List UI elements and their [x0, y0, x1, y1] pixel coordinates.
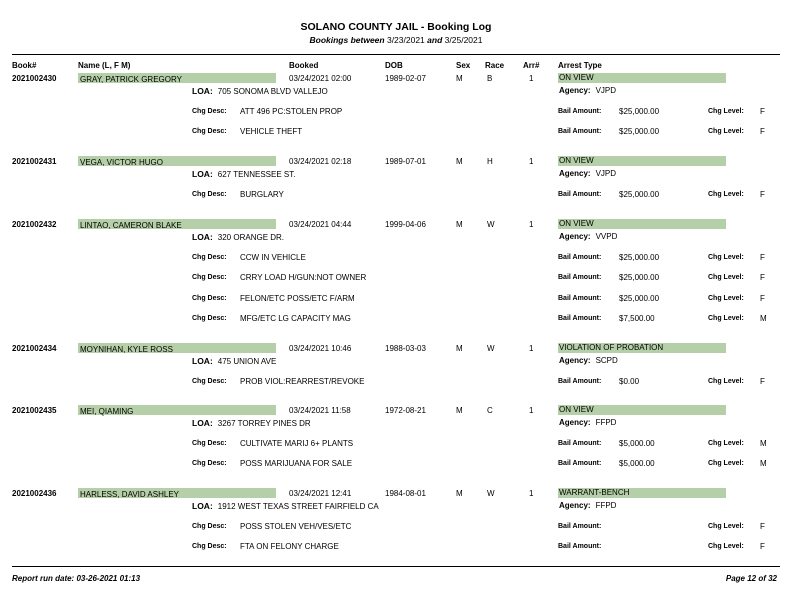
agency: [559, 501, 616, 510]
bail-amount-label: Bail Amount:: [558, 108, 602, 115]
loa-label: LOA:: [192, 501, 213, 511]
agency-label: Agency:: [559, 356, 591, 365]
agency-label: Agency:: [559, 418, 591, 427]
booked-datetime: 03/24/2021 04:44: [289, 220, 352, 229]
booked-datetime: 03/24/2021 12:41: [289, 489, 352, 498]
race: W: [487, 220, 495, 229]
chg-desc-label: Chg Desc:: [192, 294, 227, 302]
location-of-arrest: [192, 418, 311, 428]
arrest-number: 1: [529, 489, 534, 498]
charge-description: FELON/ETC POSS/ETC F/ARM: [240, 293, 355, 303]
header-rule: [12, 54, 780, 55]
agency-value: FFPD: [595, 418, 617, 427]
charge-description: CRRY LOAD H/GUN:NOT OWNER: [240, 273, 367, 283]
subtitle-prefix: Bookings between: [309, 35, 385, 45]
inmate-name: LINTAO, CAMERON BLAKE: [80, 221, 182, 230]
agency: [559, 418, 616, 427]
charge-description: BURGLARY: [240, 190, 284, 199]
book-number: 2021002430: [12, 74, 57, 83]
race: W: [487, 489, 495, 498]
charge-level: F: [760, 542, 765, 552]
loa-value: 627 TENNESSEE ST.: [217, 170, 296, 179]
sex: M: [456, 74, 463, 83]
bail-amount-label: Bail Amount:: [558, 378, 602, 385]
arrest-number: 1: [529, 74, 534, 83]
arrest-number: 1: [529, 157, 534, 166]
chg-desc-label: Chg Desc:: [192, 128, 227, 136]
charge-level: F: [760, 522, 765, 531]
chg-level-label: Chg Level:: [708, 314, 744, 322]
chg-desc-label: Chg Desc:: [192, 523, 227, 530]
chg-level-label: Chg Level:: [708, 294, 744, 302]
charge-level: M: [760, 313, 767, 323]
sex: M: [456, 489, 463, 498]
bail-amount-label: Bail Amount:: [558, 128, 602, 136]
sex: M: [456, 220, 463, 229]
book-number: 2021002436: [12, 489, 57, 498]
booked-datetime: 03/24/2021 02:18: [289, 157, 352, 166]
bail-amount-label: Bail Amount:: [558, 523, 602, 530]
arrest-type: WARRANT-BENCH: [559, 488, 630, 497]
booked-datetime: 03/24/2021 11:58: [289, 406, 351, 415]
bail-amount-label: Bail Amount:: [558, 254, 602, 261]
charge-level: F: [760, 127, 765, 137]
chg-level-label: Chg Level:: [708, 378, 744, 385]
loa-label: LOA:: [192, 356, 213, 366]
charge-description: FTA ON FELONY CHARGE: [240, 542, 339, 552]
inmate-name: VEGA, VICTOR HUGO: [80, 158, 163, 167]
agency-value: FFPD: [595, 501, 617, 510]
book-number: 2021002431: [12, 157, 57, 166]
charge-description: CCW IN VEHICLE: [240, 253, 306, 262]
charge-description: VEHICLE THEFT: [240, 127, 303, 137]
bail-amount: $25,000.00: [619, 293, 660, 303]
booked-datetime: 03/24/2021 10:46: [289, 344, 352, 353]
chg-level-label: Chg Level:: [708, 254, 744, 261]
arrest-type: ON VIEW: [559, 219, 594, 228]
sex: M: [456, 406, 463, 415]
chg-desc-label: Chg Desc:: [192, 378, 227, 385]
subtitle-conj: and: [427, 35, 443, 45]
charge-description: ATT 496 PC:STOLEN PROP: [240, 107, 343, 116]
location-of-arrest: [192, 356, 276, 366]
loa-value: 1912 WEST TEXAS STREET FAIRFIELD CA: [217, 502, 379, 511]
bail-amount: $25,000.00: [619, 273, 660, 283]
arrest-number: 1: [529, 220, 534, 229]
chg-level-label: Chg Level:: [708, 460, 744, 468]
start-date: 3/23/2021: [386, 35, 425, 45]
agency: [559, 169, 616, 178]
charge-level: M: [760, 459, 767, 469]
col-arrest-type: Arrest Type: [558, 61, 602, 70]
chg-desc-label: Chg Desc:: [192, 314, 227, 322]
race: C: [487, 406, 493, 415]
location-of-arrest: [192, 232, 284, 242]
loa-value: 3267 TORREY PINES DR: [217, 419, 311, 428]
chg-level-label: Chg Level:: [708, 523, 744, 530]
bail-amount: $5,000.00: [619, 439, 655, 448]
charge-description: CULTIVATE MARIJ 6+ PLANTS: [240, 439, 354, 448]
arrest-type: ON VIEW: [559, 156, 594, 165]
race: W: [487, 344, 495, 353]
book-number: 2021002434: [12, 344, 57, 353]
chg-level-label: Chg Level:: [708, 440, 744, 447]
col-sex: Sex: [456, 61, 471, 70]
chg-level-label: Chg Level:: [708, 128, 744, 136]
arrest-type: VIOLATION OF PROBATION: [559, 343, 664, 352]
chg-desc-label: Chg Desc:: [192, 108, 227, 115]
bail-amount-label: Bail Amount:: [558, 294, 602, 302]
inmate-name: HARLESS, DAVID ASHLEY: [80, 490, 179, 499]
inmate-name: MEI, QIAMING: [80, 407, 134, 416]
agency-value: VJPD: [595, 86, 617, 95]
chg-level-label: Chg Level:: [708, 274, 744, 282]
col-arr: Arr#: [523, 61, 540, 70]
chg-desc-label: Chg Desc:: [192, 191, 227, 198]
col-booked: Booked: [289, 61, 319, 70]
dob: 1999-04-06: [385, 220, 426, 229]
dob: 1972-08-21: [385, 406, 426, 415]
agency: [559, 356, 618, 365]
agency-value: VJPD: [595, 169, 617, 178]
col-book: Book#: [12, 61, 37, 70]
booked-datetime: 03/24/2021 02:00: [289, 74, 352, 83]
col-race: Race: [485, 61, 505, 70]
dob: 1989-02-07: [385, 74, 426, 83]
location-of-arrest: [192, 169, 295, 179]
loa-value: 705 SONOMA BLVD VALLEJO: [217, 87, 328, 96]
report-subtitle: [0, 35, 792, 45]
bail-amount-label: Bail Amount:: [558, 274, 602, 282]
col-name: Name (L, F M): [78, 61, 131, 70]
chg-level-label: Chg Level:: [708, 108, 744, 115]
race: B: [487, 74, 493, 83]
loa-value: 320 ORANGE DR.: [217, 233, 285, 242]
chg-desc-label: Chg Desc:: [192, 274, 227, 282]
location-of-arrest: [192, 501, 379, 511]
arrest-type: ON VIEW: [559, 73, 594, 82]
page-number: Page 12 of 32: [725, 574, 777, 583]
col-dob: DOB: [385, 61, 403, 70]
chg-level-label: Chg Level:: [708, 543, 744, 551]
bail-amount-label: Bail Amount:: [558, 460, 602, 468]
charge-description: PROB VIOL:REARREST/REVOKE: [240, 377, 365, 386]
bail-amount: $25,000.00: [619, 127, 660, 137]
dob: 1989-07-01: [385, 157, 426, 166]
arrest-number: 1: [529, 406, 534, 415]
charge-level: F: [760, 273, 765, 283]
book-number: 2021002435: [12, 406, 57, 415]
loa-label: LOA:: [192, 169, 213, 179]
charge-level: F: [760, 253, 765, 262]
charge-description: MFG/ETC LG CAPACITY MAG: [240, 313, 351, 323]
bail-amount-label: Bail Amount:: [558, 543, 602, 551]
inmate-name: GRAY, PATRICK GREGORY: [80, 75, 182, 84]
bail-amount: $25,000.00: [619, 107, 660, 116]
agency-label: Agency:: [559, 169, 591, 178]
race: H: [487, 157, 493, 166]
bail-amount-label: Bail Amount:: [558, 440, 602, 447]
charge-description: POSS MARIJUANA FOR SALE: [240, 459, 353, 469]
loa-value: 475 UNION AVE: [217, 357, 277, 366]
agency: [559, 232, 617, 241]
bail-amount: $7,500.00: [619, 313, 655, 323]
footer-rule: [12, 566, 780, 567]
charge-level: F: [760, 190, 765, 199]
bail-amount: $5,000.00: [619, 459, 655, 469]
chg-desc-label: Chg Desc:: [192, 440, 227, 447]
dob: 1984-08-01: [385, 489, 426, 498]
loa-label: LOA:: [192, 232, 213, 242]
dob: 1988-03-03: [385, 344, 426, 353]
chg-desc-label: Chg Desc:: [192, 543, 227, 551]
inmate-name: MOYNIHAN, KYLE ROSS: [80, 345, 173, 354]
bail-amount-label: Bail Amount:: [558, 191, 602, 198]
bail-amount-label: Bail Amount:: [558, 314, 602, 322]
agency-label: Agency:: [559, 501, 591, 510]
agency-label: Agency:: [559, 86, 591, 95]
agency-value: VVPD: [595, 232, 618, 241]
chg-desc-label: Chg Desc:: [192, 254, 227, 261]
charge-level: F: [760, 377, 765, 386]
charge-level: M: [760, 439, 767, 448]
loa-label: LOA:: [192, 418, 213, 428]
bail-amount: $25,000.00: [619, 190, 660, 199]
end-date: 3/25/2021: [444, 35, 483, 45]
sex: M: [456, 344, 463, 353]
charge-level: F: [760, 293, 765, 303]
location-of-arrest: [192, 86, 328, 96]
arrest-type: ON VIEW: [559, 405, 594, 414]
charge-level: F: [760, 107, 765, 116]
loa-label: LOA:: [192, 86, 213, 96]
agency-value: SCPD: [595, 356, 618, 365]
agency: [559, 86, 616, 95]
agency-label: Agency:: [559, 232, 591, 241]
bail-amount: $0.00: [619, 377, 640, 386]
bail-amount: $25,000.00: [619, 253, 660, 262]
arrest-number: 1: [529, 344, 534, 353]
charge-description: POSS STOLEN VEH/VES/ETC: [240, 522, 352, 531]
chg-desc-label: Chg Desc:: [192, 460, 227, 468]
book-number: 2021002432: [12, 220, 57, 229]
chg-level-label: Chg Level:: [708, 191, 744, 198]
report-title: SOLANO COUNTY JAIL - Booking Log: [300, 21, 492, 33]
sex: M: [456, 157, 463, 166]
report-run-date: Report run date: 03-26-2021 01:13: [12, 574, 141, 583]
